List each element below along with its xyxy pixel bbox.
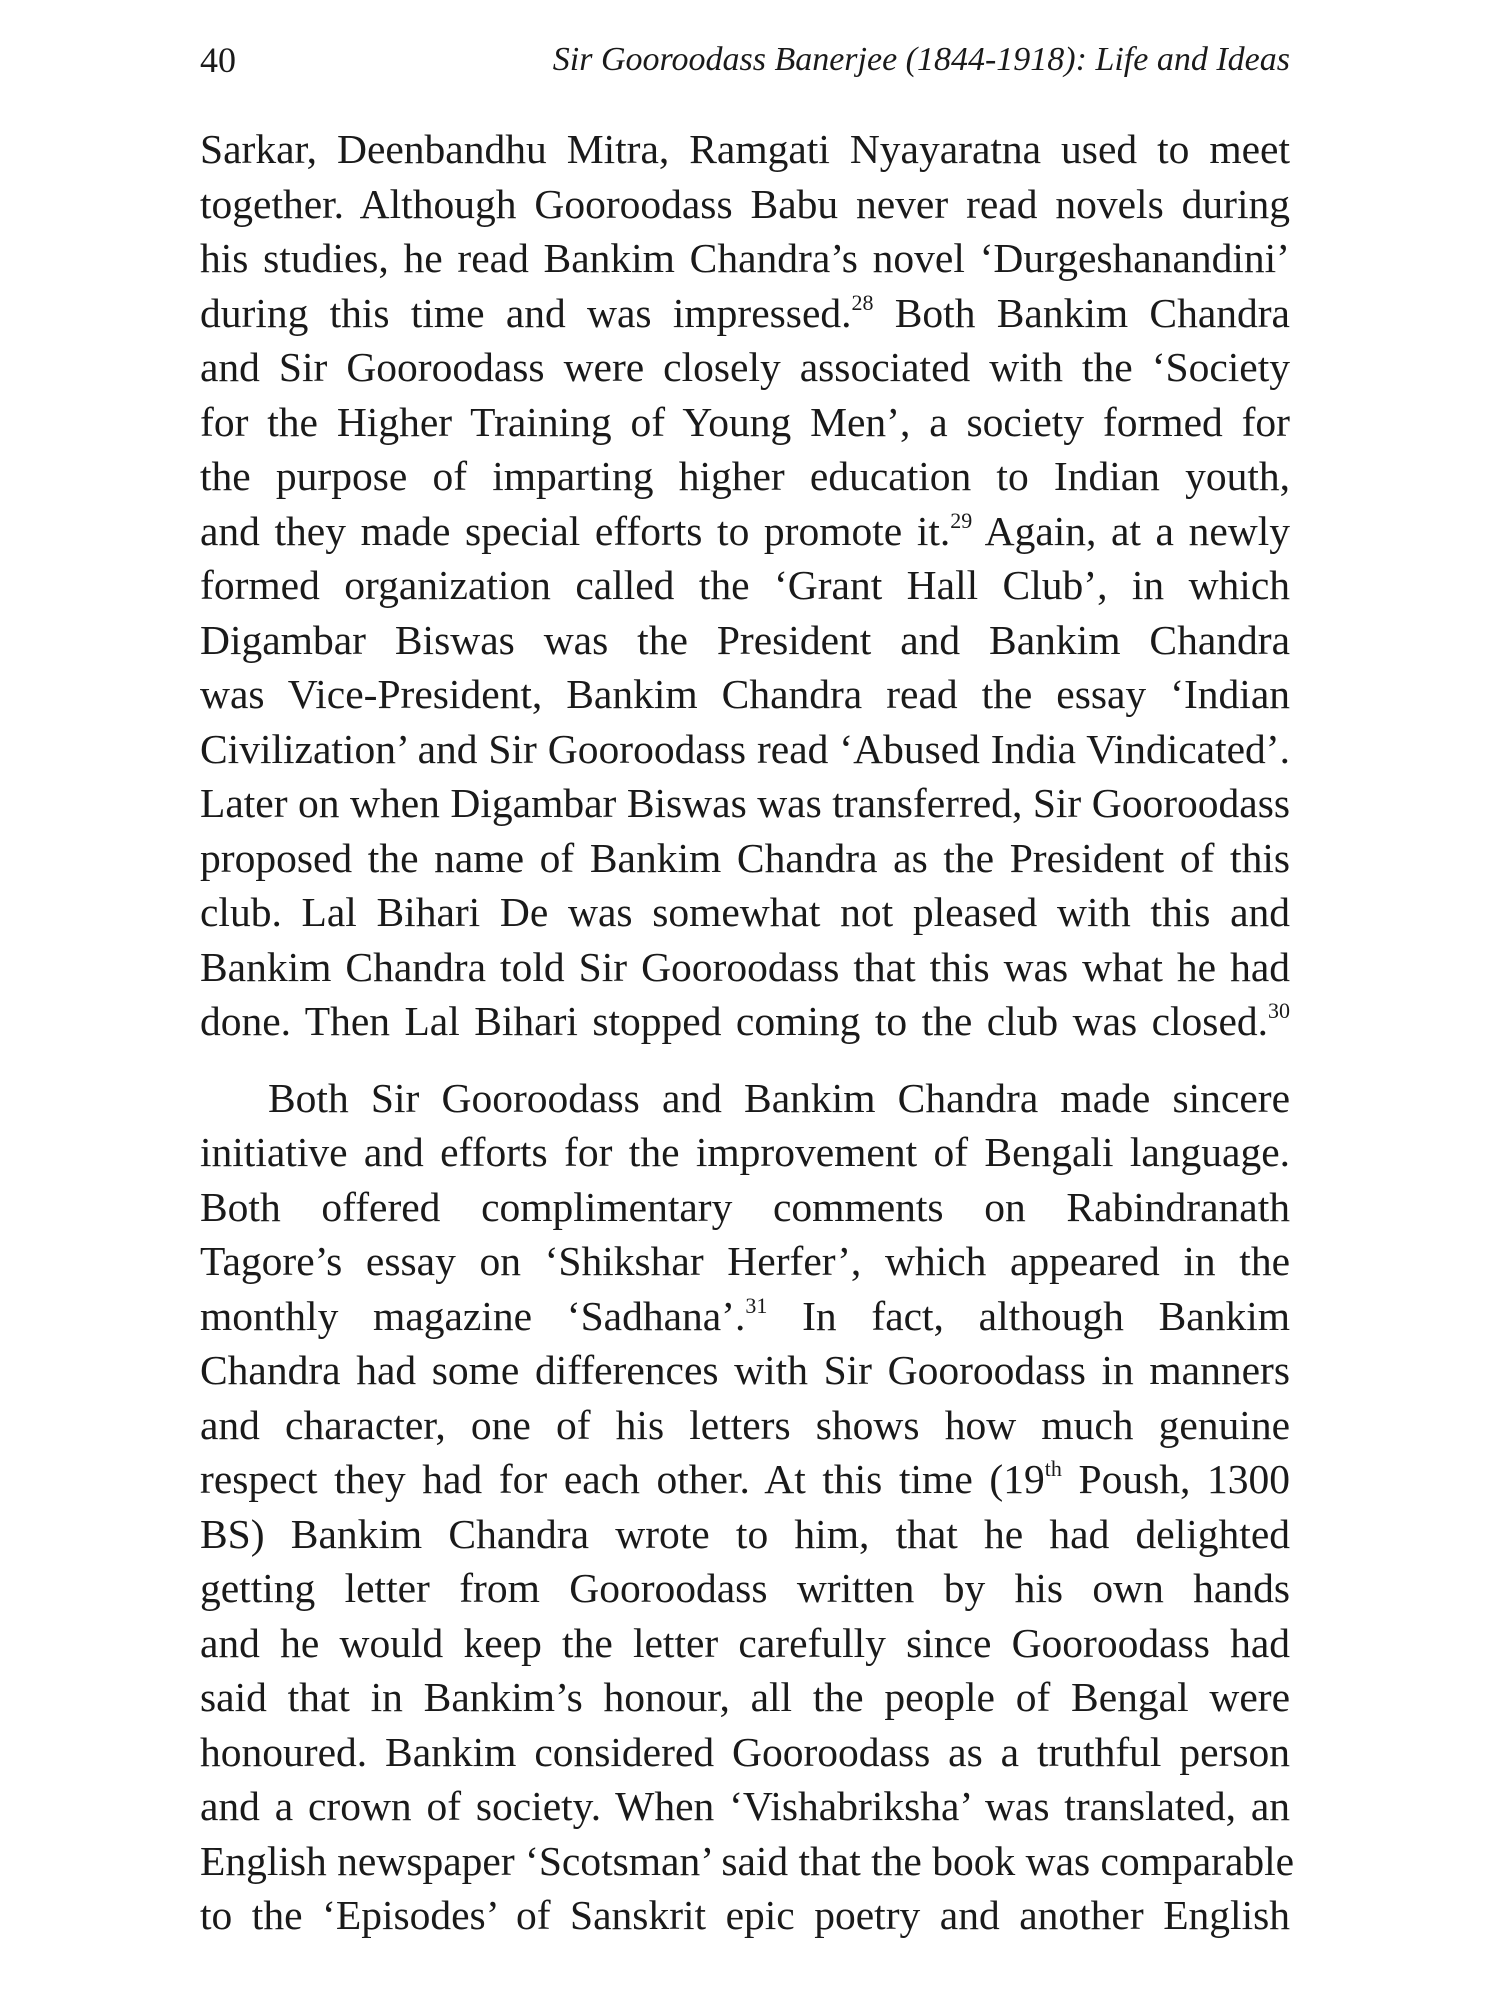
text-line: Both offered complimentary comments on Rabindranath	[200, 1183, 1290, 1230]
text-line	[200, 504, 1290, 559]
text-segment: In fact, although Bankim	[767, 1292, 1291, 1339]
text-line: English newspaper ‘Scotsman’ said that the book was comparable	[200, 1837, 1295, 1884]
text-line: Later on when Digambar Biswas was transferred, Sir Gooroodass	[200, 780, 1290, 826]
text-line: Digambar Biswas was the President and Bankim Chandra	[200, 616, 1290, 663]
text-line: the purpose of imparting higher education to Indian youth,	[200, 453, 1290, 499]
text-line: for the Higher Training of Young Men’, a society formed for	[200, 398, 1290, 445]
text-line	[200, 994, 1290, 1049]
text-segment: during this time and was impressed.	[200, 289, 852, 336]
text-line: Tagore’s essay on ‘Shikshar Herfer’, which appeared in the	[200, 1238, 1290, 1284]
footnote-ref-30: 30	[1268, 998, 1290, 1023]
page-number: 40	[200, 40, 236, 80]
text-segment: Again, at a newly	[972, 507, 1290, 554]
text-line: proposed the name of Bankim Chandra as the President of this	[200, 834, 1290, 881]
paragraph-2	[200, 1071, 1295, 1943]
body-text	[200, 122, 1295, 1943]
text-segment: Poush, 1300	[1061, 1456, 1290, 1502]
text-line: Both Sir Gooroodass and Bankim Chandra made sincere	[268, 1074, 1290, 1121]
page-header	[200, 30, 1290, 90]
text-segment: respect they had for each other. At this time (19	[200, 1456, 1045, 1502]
text-line: Bankim Chandra told Sir Gooroodass that this was what he had	[200, 943, 1290, 990]
text-line: honoured. Bankim considered Gooroodass as a truthful person	[200, 1728, 1290, 1775]
text-line: together. Although Gooroodass Babu never read novels during	[200, 180, 1290, 227]
footnote-ref-31: 31	[745, 1292, 768, 1318]
ordinal-suffix: th	[1044, 1456, 1062, 1481]
text-line: club. Lal Bihari De was somewhat not pleased with this and	[200, 889, 1290, 935]
text-segment: Both Bankim Chandra	[873, 289, 1290, 336]
text-segment: and they made special efforts to promote it.	[200, 507, 951, 554]
text-line	[200, 1452, 1290, 1507]
text-line: Civilization’ and Sir Gooroodass read ‘Abused India Vindicated’.	[200, 725, 1290, 772]
text-segment: done. Then Lal Bihari stopped coming to the club was closed.	[200, 998, 1268, 1044]
text-line: and a crown of society. When ‘Vishabriksha’ was translated, an	[200, 1783, 1290, 1829]
paragraph-1	[200, 122, 1290, 1049]
text-line: his studies, he read Bankim Chandra’s novel ‘Durgeshanandini’	[200, 235, 1290, 281]
text-segment: monthly magazine ‘Sadhana’.	[200, 1292, 746, 1339]
text-line: and character, one of his letters shows how much genuine	[200, 1401, 1290, 1448]
text-line	[200, 286, 1290, 341]
text-line: and he would keep the letter carefully since Gooroodass had	[200, 1619, 1290, 1666]
text-line: said that in Bankim’s honour, all the people of Bengal were	[200, 1674, 1290, 1720]
text-line: BS) Bankim Chandra wrote to him, that he had delighted	[200, 1510, 1290, 1557]
text-line: Sarkar, Deenbandhu Mitra, Ramgati Nyayaratna used to meet	[200, 126, 1290, 172]
text-line: to the ‘Episodes’ of Sanskrit epic poetry and another English	[200, 1892, 1290, 1938]
text-line: formed organization called the ‘Grant Hall Club’, in which	[200, 562, 1290, 608]
text-line: initiative and efforts for the improvement of Bengali language.	[200, 1129, 1290, 1175]
footnote-ref-28: 28	[851, 289, 874, 315]
text-line: Chandra had some differences with Sir Gooroodass in manners	[200, 1347, 1290, 1393]
text-line: and Sir Gooroodass were closely associated with the ‘Society	[200, 344, 1290, 390]
text-line: getting letter from Gooroodass written by his own hands	[200, 1565, 1290, 1611]
text-line: was Vice-President, Bankim Chandra read the essay ‘Indian	[200, 671, 1290, 717]
running-head: Sir Gooroodass Banerjee (1844-1918): Life and Ideas	[552, 41, 1290, 78]
text-line	[200, 1289, 1290, 1344]
footnote-ref-29: 29	[950, 507, 973, 533]
